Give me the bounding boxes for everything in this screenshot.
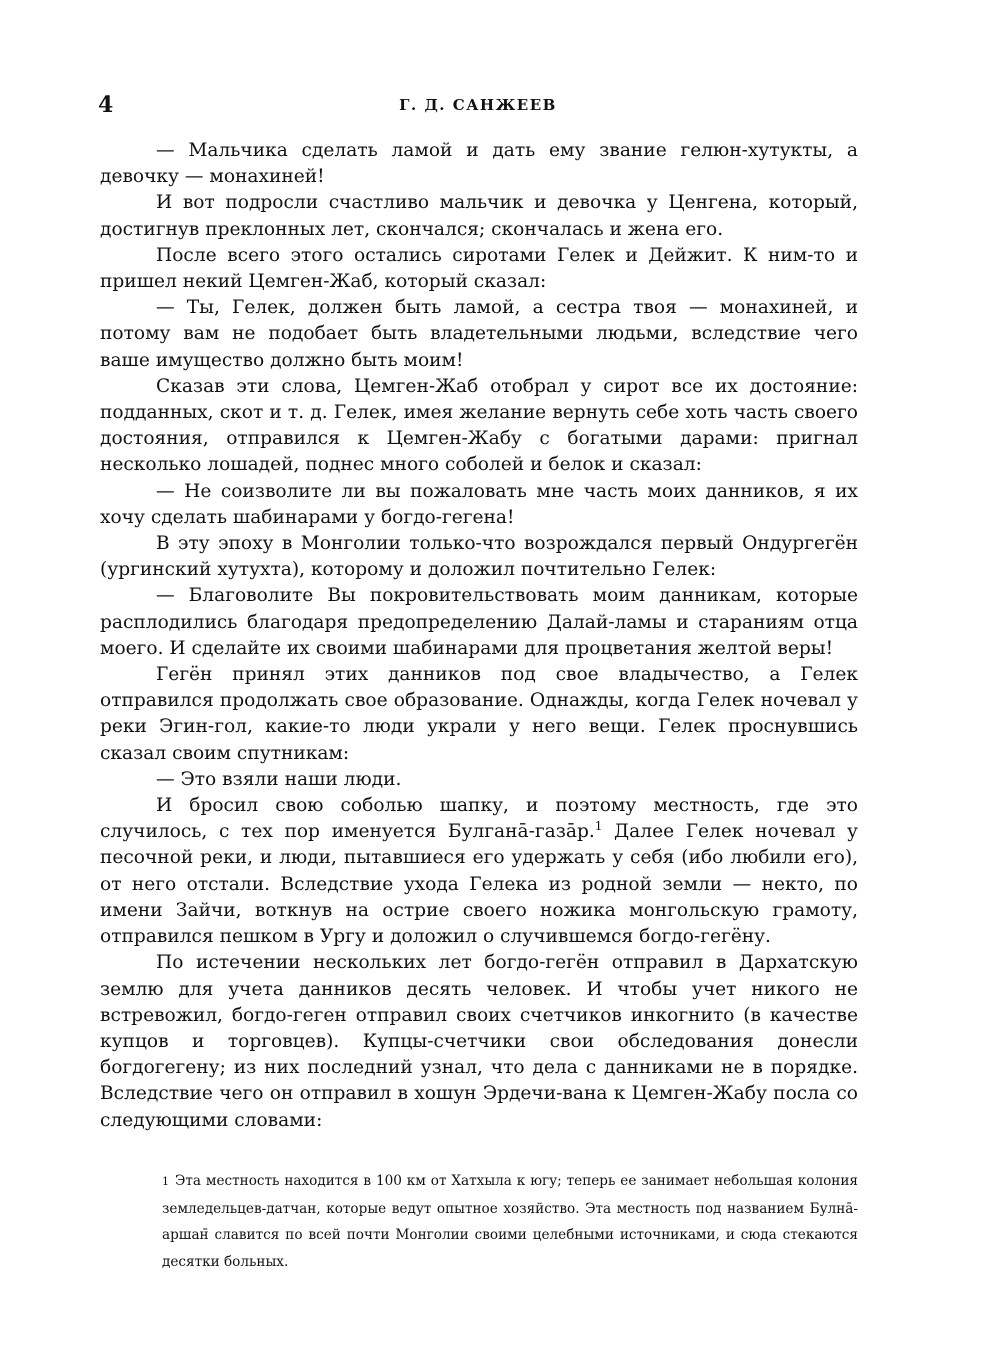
footnote (162, 1168, 858, 1275)
page-number: 4 (98, 92, 114, 118)
paragraph: По истечении нескольких лет богдо-гегён отправил в Дархатскую землю для учета данников десять человек. И чтобы учет никого не встревожил, богдо-геген отправил своих счетчиков инкогнито (в качестве купцов и торговцев). Купцы-счетчики свои обследования донесли богдогегену; из них последний узнал, что дела с данниками не в порядке. Вследствие чего он отправил в хошун Эрдечи-вана к Цемген-Жабу посла со следующими словами: (100, 952, 858, 1131)
paragraph-text: Далее Гелек ночевал у песочной реки, и люди, пытавшиеся его удержать у себя (ибо любили его), от него отстали. Вследствие ухода Гелека из родной земли — некто, по имени Зайчи, воткнув на острие своего ножика монгольскую грамоту, отправился пешком в Ургу и доложил о случившемся богдо-гегёну. (100, 821, 858, 948)
paragraph: — Благоволите Вы покровительствовать моим данникам, которые расплодились благодаря предопределению Далай-ламы и стараниям отца моего. И сделайте их своими шабинарами для процветания желтой веры! (100, 585, 858, 659)
paragraph: Гегён принял этих данников под свое владычество, а Гелек отправился продолжать свое образование. Однажды, когда Гелек ночевал у реки Эгин-гол, какие-то люди украли у него вещи. Гелек проснувшись сказал своим спутникам: (100, 664, 858, 764)
running-head: Г. Д. САНЖЕЕВ (399, 96, 557, 114)
paragraph: — Ты, Гелек, должен быть ламой, а сестра твоя — монахиней, и потому вам не подобает быть владетельными людьми, вследствие чего ваше имущество должно быть моим! (100, 297, 858, 371)
paragraph (100, 793, 858, 950)
page-header (98, 92, 858, 122)
paragraph: После всего этого остались сиротами Гелек и Дейжит. К ним-то и пришел некий Цемген-Жаб, который сказал: (100, 244, 858, 293)
paragraph: И вот подросли счастливо мальчик и девочка у Ценгена, который, достигнув преклонных лет, скончался; скончалась и жена его. (100, 192, 858, 240)
paragraph: — Мальчика сделать ламой и дать ему звание гелюн-хутукты, а девочку — монахиней! (100, 140, 858, 188)
footnote-number: 1 (162, 1175, 169, 1188)
paragraph: — Не соизволите ли вы пожаловать мне часть моих данников, я их хочу сделать шабинарами у богдо-гегена! (100, 480, 858, 528)
footnote-text: Эта местность находится в 100 км от Хатхыла к югу; теперь ее занимает небольшая колония земледельцев-датчан, которые ведут опытное хозяйство. Эта местность под названием Булна̄-аршан̄ славится по всей почти Монголии своими целебными источниками, и сюда стекаются десятки больных. (162, 1173, 858, 1270)
footnotes (162, 1168, 858, 1275)
paragraph-text: И бросил свою соболью шапку, и поэтому местность, где это случилось, с тех пор именуется Булгана̄-газа̄р. (100, 795, 858, 843)
body-text (100, 138, 858, 1134)
footnote-reference: 1 (594, 819, 603, 834)
paragraph: — Это взяли наши люди. (156, 768, 402, 790)
paragraph: Сказав эти слова, Цемген-Жаб отобрал у сирот все их достояние: подданных, скот и т. д. Гелек, имея желание вернуть себе хоть часть своего достояния, отправился к Цемген-Жабу с богатыми дарами: пригнал несколько лошадей, поднес много соболей и белок и сказал: (100, 375, 858, 476)
paragraph: В эту эпоху в Монголии только-что возрождался первый Ондургегён (ургинский хутухта), которому и доложил почтительно Гелек: (100, 533, 858, 581)
